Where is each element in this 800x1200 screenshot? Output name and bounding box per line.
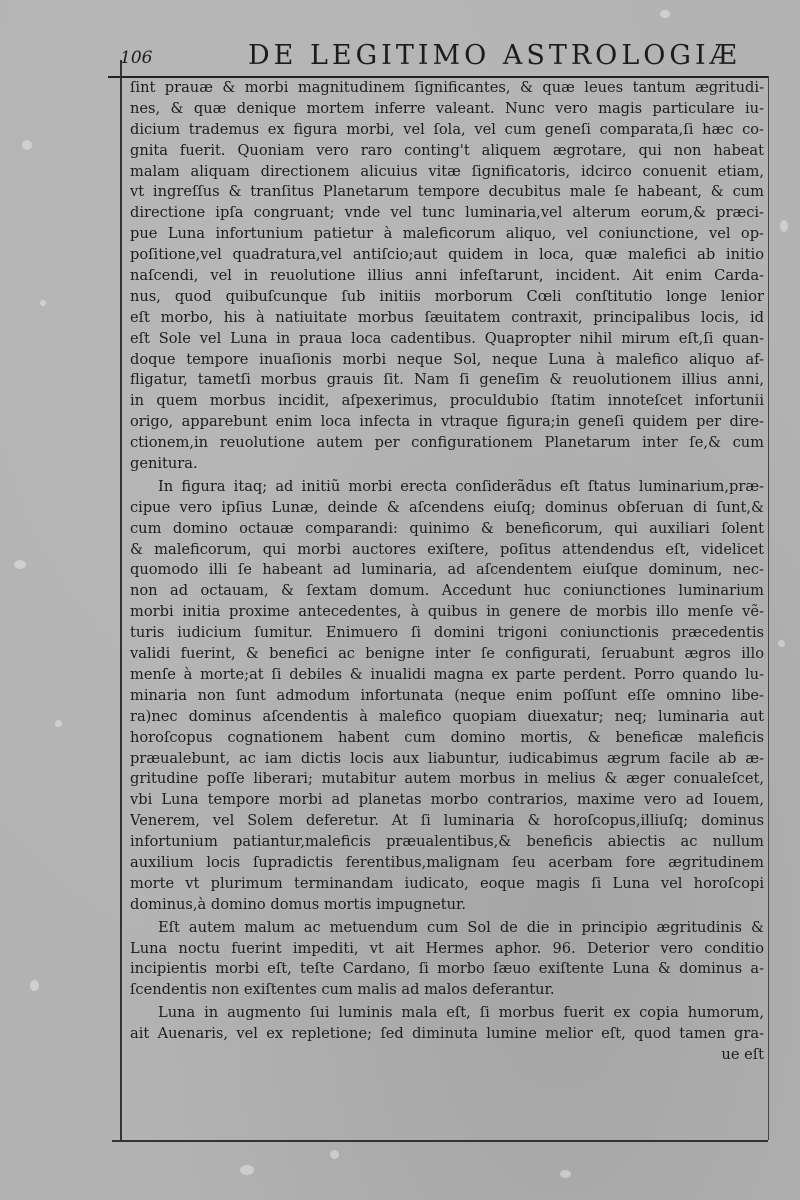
text-line: eſt Sole vel Luna in praua loca cadentibus. Quapropter nihil mirum eſt,ſi quan-	[130, 329, 764, 347]
text-line: malam aliquam directionem alicuius vitæ ſignificatoris, idcirco conuenit etiam,	[130, 162, 764, 180]
text-line: minaria non ſunt admodum infortunata (neque enim poſſunt eſſe omnino libe-	[130, 686, 764, 704]
text-line: ſcendentis non exiſtentes cum malis ad malos deferantur.	[130, 981, 555, 999]
paper-speck	[55, 720, 62, 727]
text-line: auxilium locis ſupradictis ferentibus,malignam ſeu acerbam fore ægritudinem	[130, 853, 764, 871]
text-line: infortunium patiantur,maleficis præualentibus,& beneficis abiectis ac nullum	[130, 833, 764, 851]
paper-speck	[22, 140, 32, 150]
paper-speck	[660, 10, 670, 18]
text-line: vt ingreſſus & tranſitus Planetarum tempore decubitus male ſe habeant, & cum	[130, 183, 764, 201]
text-line: nes, & quæ denique mortem inferre valeant. Nunc vero magis particulare iu-	[130, 99, 764, 117]
text-line: cum domino octauæ comparandi: quinimo & beneficorum, qui auxiliari ſolent	[130, 519, 764, 537]
text-line: Venerem, vel Solem deferetur. At ſi luminaria & horoſcopus,illiuſq; dominus	[130, 812, 764, 830]
text-line: ue eſt	[721, 1045, 764, 1063]
text-line: poſitione,vel quadratura,vel antiſcio;aut quidem in loca, quæ malefici ab initio	[130, 246, 764, 264]
text-line: directione ipſa congruant; vnde vel tunc luminaria,vel alterum eorum,& præci-	[130, 204, 764, 222]
text-line: præualebunt, ac iam dictis locis aux liabuntur, iudicabimus ægrum facile ab æ-	[130, 749, 764, 767]
text-line: Eſt autem malum ac metuendum cum Sol de die in principio ægritudinis &	[158, 918, 764, 936]
text-line: gnita fuerit. Quoniam vero raro conting't aliquem ægrotare, qui non habeat	[130, 141, 764, 159]
text-line: menſe à morte;at ſi debiles & inualidi magna ex parte perdent. Porro quando lu-	[130, 665, 764, 683]
running-head: DE LEGITIMO ASTROLOGIÆ	[248, 40, 741, 71]
paragraph-1	[130, 78, 764, 475]
text-line: turis iudicium ſumitur. Enimuero ſi domini trigoni coniunctionis præcedentis	[130, 624, 764, 642]
text-line: ſint prauæ & morbi magnitudinem ſignificantes, & quæ leues tantum ægritudi-	[130, 79, 764, 96]
text-line: & maleficorum, qui morbi auctores exiſtere, poſitus attendendus eſt, videlicet	[130, 540, 764, 558]
page-header	[108, 38, 768, 74]
text-line: non ad octauam, & ſextam domum. Accedunt huc coniunctiones luminarium	[130, 582, 764, 600]
paragraph-3	[130, 918, 764, 1002]
text-line: In figura itaq; ad initiũ morbi erecta conſiderãdus eſt ſtatus luminarium,præ-	[158, 477, 764, 495]
text-line: validi fuerint, & benefici ac benigne inter ſe configurati, ſeruabunt ægros illo	[130, 645, 764, 663]
text-line: doque tempore inuaſionis morbi neque Sol, neque Luna à malefico aliquo af-	[130, 350, 764, 368]
text-line: vbi Luna tempore morbi ad planetas morbo contrarios, maxime vero ad Iouem,	[130, 791, 764, 809]
text-line: pue Luna infortunium patietur à maleficorum aliquo, vel coniunctione, vel op-	[130, 225, 764, 243]
text-line: dominus,à domino domus mortis impugnetur.	[130, 895, 467, 913]
text-line: nus, quod quibuſcunque ſub initiis morborum Cœli conſtitutio longe lenior	[130, 287, 764, 305]
text-line: ctionem,in reuolutione autem per configurationem Planetarum inter ſe,& cum	[130, 434, 764, 452]
paper-speck	[330, 1150, 339, 1159]
text-line: dicium trademus ex figura morbi, vel ſola, vel cum geneſi comparata,ſi hæc co-	[130, 120, 764, 138]
paper-speck	[30, 980, 39, 991]
left-margin-rule	[120, 60, 122, 1140]
paper-speck	[560, 1170, 571, 1178]
body-text	[130, 78, 764, 1066]
paper-speck	[778, 640, 785, 647]
text-line: ait Auenaris, vel ex repletione; ſed diminuta lumine melior eſt, quod tamen gra-	[130, 1025, 764, 1043]
text-line: in quem morbus incidit, aſpexerimus, proculdubio ſtatim innoteſcet infortunii	[130, 392, 764, 410]
paper-speck	[40, 300, 46, 306]
text-line: naſcendi, vel in reuolutione illius anni infeſtarunt, incident. Ait enim Carda-	[130, 267, 764, 285]
text-line: fligatur, tametſi morbus grauis ſit. Nam ſi geneſim & reuolutionem illius anni,	[130, 371, 764, 389]
paper-speck	[14, 560, 26, 569]
text-line: cipue vero ipſius Lunæ, deinde & aſcendens eiuſq; dominus obſeruan di ſunt,&	[130, 498, 764, 516]
page-number: 106	[120, 48, 153, 68]
text-line: Luna in augmento ſui luminis mala eſt, ſi morbus fuerit ex copia humorum,	[158, 1004, 764, 1022]
text-line: eſt morbo, his à natiuitate morbus ſæuitatem contraxit, principalibus locis, id	[130, 308, 764, 326]
text-line: incipientis morbi eſt, teſte Cardano, ſi morbo ſæuo exiſtente Luna & dominus a-	[130, 960, 764, 978]
right-margin-rule	[768, 76, 769, 1140]
text-line: morte vt plurimum terminandam iudicato, eoque magis ſi Luna vel horoſcopi	[130, 874, 764, 892]
paragraph-4	[130, 1003, 764, 1066]
bottom-rule	[112, 1140, 768, 1142]
paper-speck	[240, 1165, 254, 1175]
text-line: Luna noctu fuerint impediti, vt ait Hermes aphor. 96. Deterior vero conditio	[130, 939, 764, 957]
text-line: genitura.	[130, 455, 198, 473]
paragraph-2	[130, 477, 764, 916]
text-line: morbi initia proxime antecedentes, à quibus in genere de morbis illo menſe vẽ-	[130, 603, 764, 621]
text-line: gritudine poſſe liberari; mutabitur autem morbus in melius & æger conualeſcet,	[130, 770, 764, 788]
paper-speck	[780, 220, 788, 232]
text-line: origo, apparebunt enim loca infecta in vtraque figura;in geneſi quidem per dire-	[130, 413, 764, 431]
text-line: ra)nec dominus aſcendentis à malefico quopiam diuexatur; neq; luminaria aut	[130, 707, 764, 725]
text-line: quomodo illi ſe habeant ad luminaria, ad aſcendentem eiuſque dominum, nec-	[130, 561, 764, 579]
text-line: horoſcopus cognationem habent cum domino mortis, & beneficæ maleficis	[130, 728, 764, 746]
